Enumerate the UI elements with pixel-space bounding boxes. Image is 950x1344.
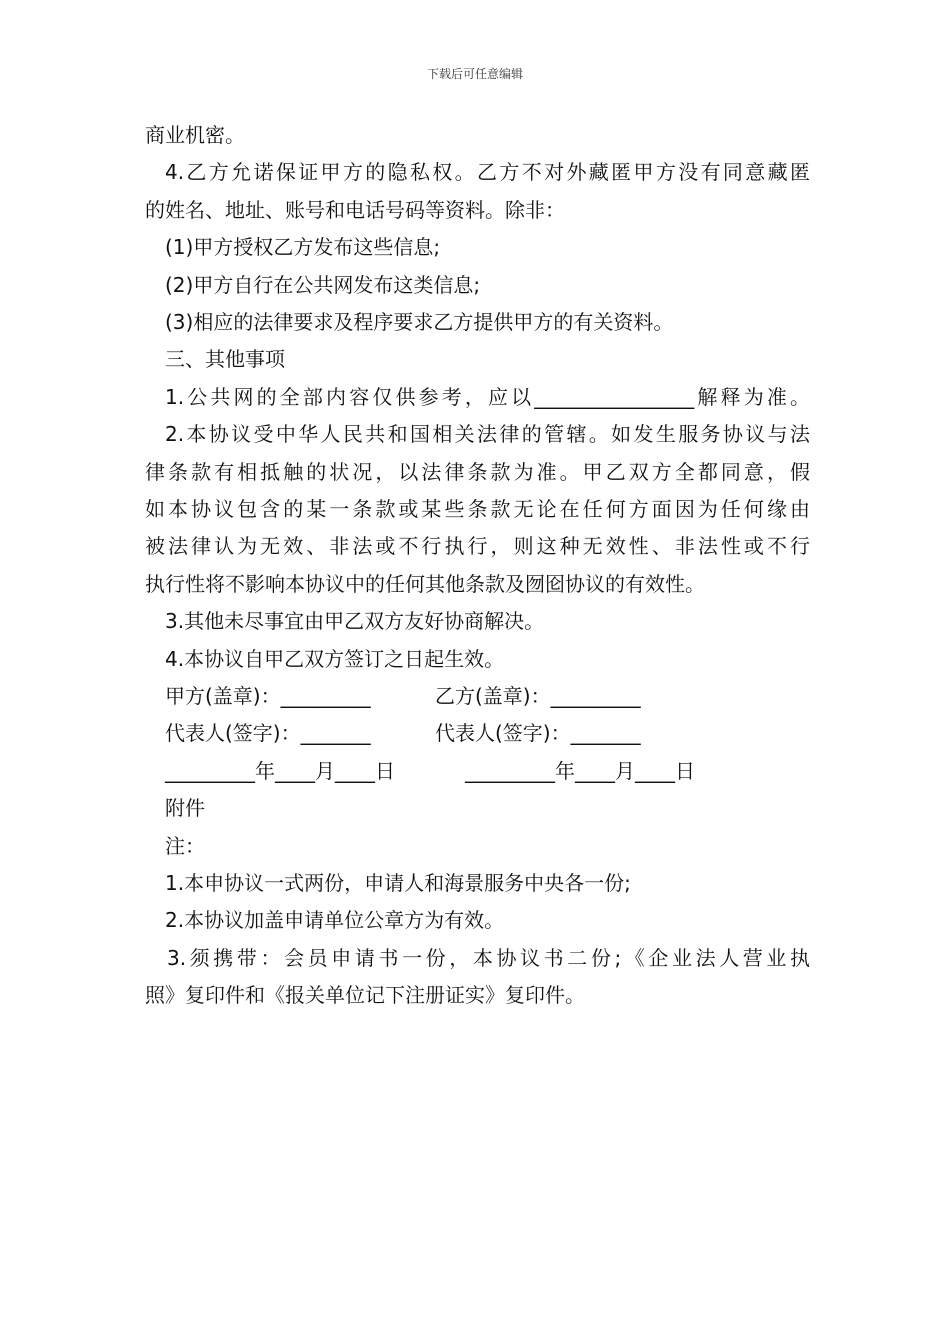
paragraph-line: 的姓名、地址、账号和电话号码等资料。除非： <box>145 197 565 222</box>
party-a-seal-field: 甲方(盖章)：_________ <box>165 684 371 709</box>
page-header: 下载后可任意编辑 <box>426 67 523 81</box>
party-a-rep-field: 代表人(签字)：_______ <box>165 721 371 746</box>
signature-rep-row <box>145 715 810 752</box>
paragraph-line: 被法律认为无效、非法或不行执行，则这种无效性、非法性或不行 <box>145 534 810 559</box>
note-item: 3.须携带：会员申请书一份，本协议书二份;《企业法人营业执 <box>167 945 810 970</box>
party-b-seal-field: 乙方(盖章)：_________ <box>435 684 641 709</box>
list-item: (1)甲方授权乙方发布这些信息; <box>165 235 441 260</box>
document-body <box>145 117 810 1015</box>
attachment-title: 附件 <box>165 796 205 821</box>
paragraph-line: 商业机密。 <box>145 123 245 147</box>
party-b-rep-field: 代表人(签字)：_______ <box>435 721 641 746</box>
party-b-date-field: _________年____月____日 <box>465 758 695 783</box>
paragraph-line: 如本协议包含的某一条款或某些条款无论在任何方面因为任何缘由 <box>145 497 810 522</box>
note-item-continued: 照》复印件和《报关单位记下注册证实》复印件。 <box>145 983 585 1008</box>
note-item: 1.本申协议一式两份，申请人和海景服务中央各一份; <box>165 871 631 896</box>
paragraph-line: 1.公共网的全部内容仅供参考，应以________________解释为准。 <box>165 384 810 409</box>
note-item: 2.本协议加盖申请单位公章方为有效。 <box>165 908 505 933</box>
signature-date-row <box>145 753 810 790</box>
party-a-date-field: _________年____月____日 <box>165 758 395 783</box>
paragraph-line: 4.本协议自甲乙双方签订之日起生效。 <box>165 646 505 671</box>
signature-seal-row <box>145 678 810 715</box>
paragraph-line: 律条款有相抵触的状况，以法律条款为准。甲乙双方全都同意，假 <box>145 459 810 484</box>
paragraph-line: 3.其他未尽事宜由甲乙双方友好协商解决。 <box>165 609 545 634</box>
list-item: (3)相应的法律要求及程序要求乙方提供甲方的有关资料。 <box>165 310 674 335</box>
paragraph-line: 执行性将不影响本协议中的任何其他条款及囫囵协议的有效性。 <box>145 571 705 596</box>
section-heading: 三、其他事项 <box>165 347 285 372</box>
note-label: 注： <box>165 833 205 858</box>
list-item: (2)甲方自行在公共网发布这类信息; <box>165 272 481 297</box>
paragraph-line: 4.乙方允诺保证甲方的隐私权。乙方不对外藏匿甲方没有同意藏匿 <box>165 160 810 185</box>
paragraph-line: 2.本协议受中华人民共和国相关法律的管辖。如发生服务协议与法 <box>165 422 810 447</box>
